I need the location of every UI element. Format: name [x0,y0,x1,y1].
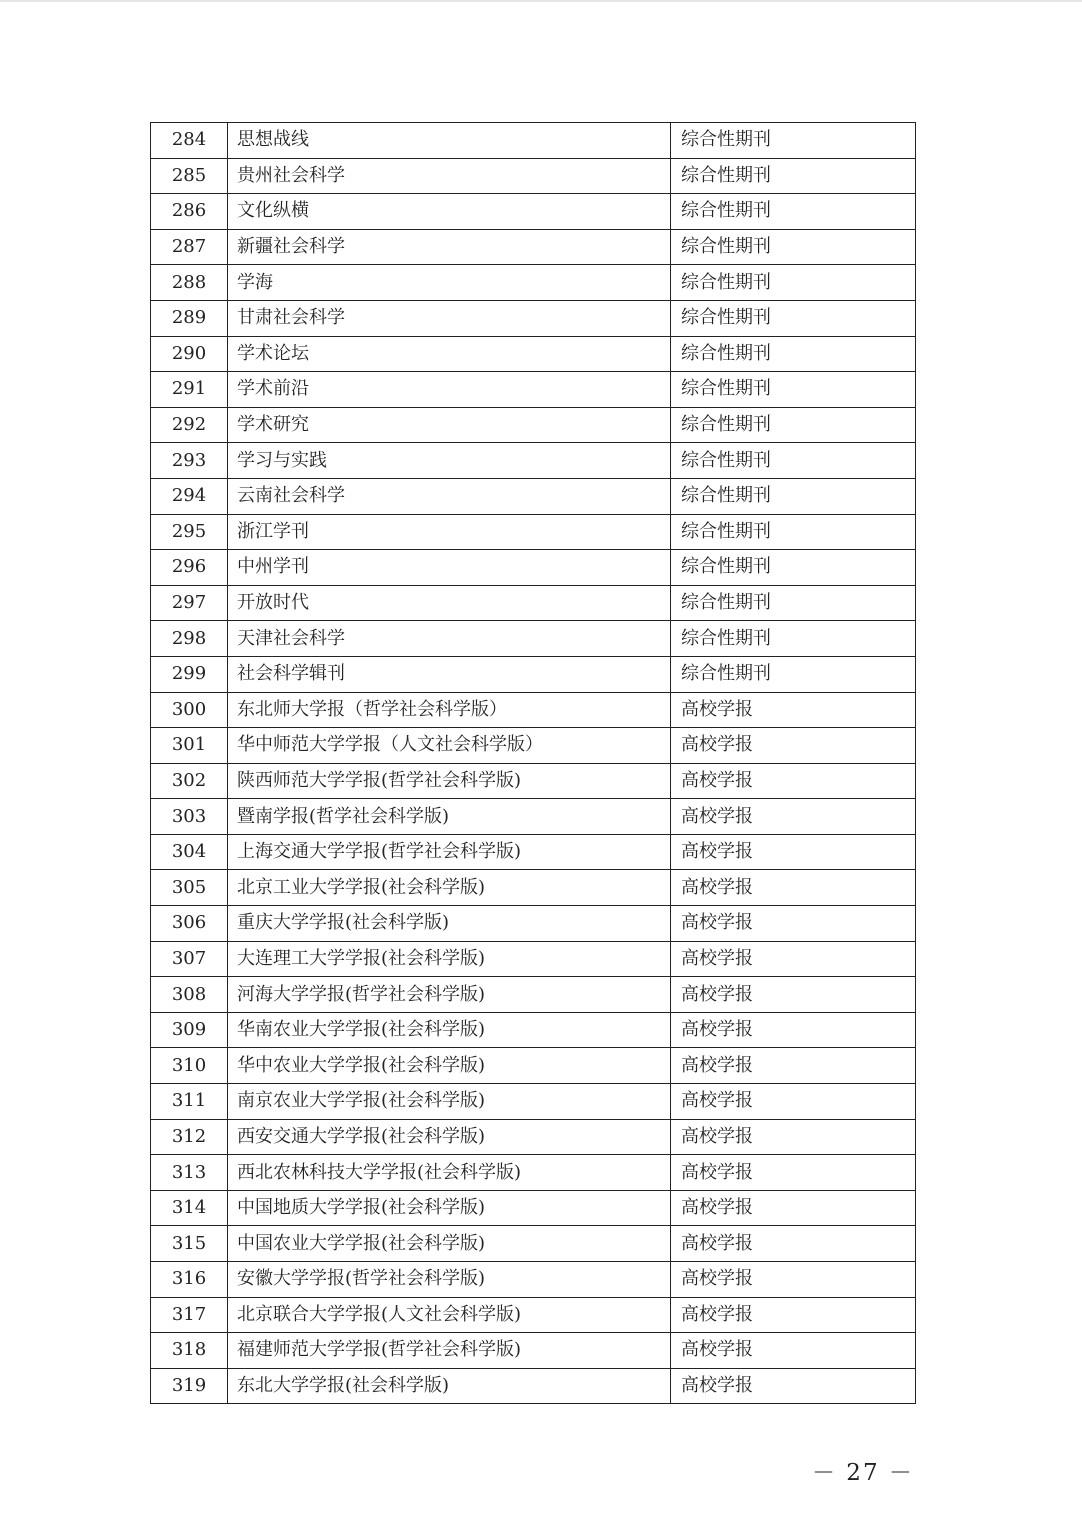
row-number: 300 [151,692,228,728]
journal-name: 学术论坛 [228,336,671,372]
row-number: 290 [151,336,228,372]
journal-category: 高校学报 [671,1226,916,1262]
row-number: 313 [151,1155,228,1191]
journal-name: 北京联合大学学报(人文社会科学版) [228,1297,671,1333]
journal-name: 大连理工大学学报(社会科学版) [228,941,671,977]
journal-category: 综合性期刊 [671,550,916,586]
row-number: 303 [151,799,228,835]
journal-category: 高校学报 [671,1155,916,1191]
row-number: 301 [151,728,228,764]
table-row [151,870,916,906]
journal-category: 综合性期刊 [671,407,916,443]
table-row [151,977,916,1013]
journal-category: 综合性期刊 [671,656,916,692]
table-row [151,799,916,835]
page-top-edge [0,0,1082,2]
journal-name: 东北大学学报(社会科学版) [228,1368,671,1404]
journal-name: 上海交通大学学报(哲学社会科学版) [228,834,671,870]
journal-name: 中州学刊 [228,550,671,586]
row-number: 314 [151,1190,228,1226]
table-row [151,372,916,408]
journal-name: 学术研究 [228,407,671,443]
journal-name: 开放时代 [228,585,671,621]
journal-name: 安徽大学学报(哲学社会科学版) [228,1262,671,1298]
journal-name: 陕西师范大学学报(哲学社会科学版) [228,763,671,799]
table-row [151,1226,916,1262]
journal-name: 北京工业大学学报(社会科学版) [228,870,671,906]
journal-name: 中国农业大学学报(社会科学版) [228,1226,671,1262]
row-number: 293 [151,443,228,479]
journal-category: 高校学报 [671,1190,916,1226]
journal-name: 学海 [228,265,671,301]
journal-name: 华中农业大学学报(社会科学版) [228,1048,671,1084]
row-number: 299 [151,656,228,692]
journal-category: 综合性期刊 [671,336,916,372]
table-row [151,906,916,942]
journal-name: 贵州社会科学 [228,158,671,194]
table-row [151,728,916,764]
journal-category: 综合性期刊 [671,265,916,301]
row-number: 309 [151,1012,228,1048]
journal-category: 高校学报 [671,1297,916,1333]
journal-category: 高校学报 [671,834,916,870]
table-row [151,336,916,372]
row-number: 305 [151,870,228,906]
row-number: 306 [151,906,228,942]
row-number: 311 [151,1084,228,1120]
table-row [151,514,916,550]
journal-name: 华南农业大学学报(社会科学版) [228,1012,671,1048]
journal-list-table [150,122,916,1404]
journal-category: 综合性期刊 [671,123,916,159]
table-row [151,158,916,194]
journal-category: 高校学报 [671,1368,916,1404]
row-number: 289 [151,300,228,336]
journal-category: 高校学报 [671,1119,916,1155]
row-number: 315 [151,1226,228,1262]
row-number: 318 [151,1333,228,1369]
journal-category: 综合性期刊 [671,158,916,194]
row-number: 295 [151,514,228,550]
table-row [151,123,916,159]
row-number: 292 [151,407,228,443]
journal-category: 高校学报 [671,1012,916,1048]
row-number: 312 [151,1119,228,1155]
row-number: 319 [151,1368,228,1404]
row-number: 294 [151,478,228,514]
journal-name: 学习与实践 [228,443,671,479]
journal-category: 高校学报 [671,941,916,977]
journal-name: 重庆大学学报(社会科学版) [228,906,671,942]
row-number: 286 [151,194,228,230]
row-number: 298 [151,621,228,657]
journal-name: 华中师范大学学报（人文社会科学版） [228,728,671,764]
journal-category: 高校学报 [671,870,916,906]
journal-name: 社会科学辑刊 [228,656,671,692]
table-row [151,443,916,479]
journal-category: 综合性期刊 [671,229,916,265]
table-row [151,265,916,301]
row-number: 287 [151,229,228,265]
row-number: 297 [151,585,228,621]
journal-category: 高校学报 [671,977,916,1013]
journal-name: 河海大学学报(哲学社会科学版) [228,977,671,1013]
row-number: 304 [151,834,228,870]
table-row [151,1262,916,1298]
journal-category: 高校学报 [671,692,916,728]
table-row [151,300,916,336]
row-number: 317 [151,1297,228,1333]
journal-name: 新疆社会科学 [228,229,671,265]
journal-category: 高校学报 [671,1084,916,1120]
table-row [151,1119,916,1155]
journal-name: 中国地质大学学报(社会科学版) [228,1190,671,1226]
table-row [151,1084,916,1120]
journal-name: 云南社会科学 [228,478,671,514]
table-row [151,478,916,514]
journal-table-body [151,123,916,1404]
journal-category: 综合性期刊 [671,621,916,657]
journal-name: 西安交通大学学报(社会科学版) [228,1119,671,1155]
row-number: 288 [151,265,228,301]
journal-category: 高校学报 [671,1048,916,1084]
journal-category: 综合性期刊 [671,478,916,514]
journal-name: 暨南学报(哲学社会科学版) [228,799,671,835]
journal-name: 南京农业大学学报(社会科学版) [228,1084,671,1120]
table-row [151,194,916,230]
table-row [151,941,916,977]
table-row [151,1190,916,1226]
table-row [151,229,916,265]
journal-name: 西北农林科技大学学报(社会科学版) [228,1155,671,1191]
table-row [151,834,916,870]
journal-category: 综合性期刊 [671,372,916,408]
row-number: 308 [151,977,228,1013]
table-row [151,550,916,586]
journal-name: 学术前沿 [228,372,671,408]
row-number: 302 [151,763,228,799]
journal-category: 高校学报 [671,1333,916,1369]
row-number: 307 [151,941,228,977]
row-number: 291 [151,372,228,408]
journal-category: 综合性期刊 [671,514,916,550]
row-number: 316 [151,1262,228,1298]
journal-category: 高校学报 [671,728,916,764]
journal-name: 浙江学刊 [228,514,671,550]
journal-category: 高校学报 [671,763,916,799]
journal-name: 文化纵横 [228,194,671,230]
journal-category: 综合性期刊 [671,443,916,479]
table-row [151,763,916,799]
journal-name: 思想战线 [228,123,671,159]
table-row [151,585,916,621]
row-number: 310 [151,1048,228,1084]
table-row [151,1368,916,1404]
journal-name: 东北师大学报（哲学社会科学版） [228,692,671,728]
journal-category: 高校学报 [671,799,916,835]
page-number: － 27 － [812,1460,914,1486]
table-row [151,1333,916,1369]
table-row [151,1048,916,1084]
table-row [151,1155,916,1191]
row-number: 284 [151,123,228,159]
row-number: 296 [151,550,228,586]
table-row [151,1012,916,1048]
journal-category: 高校学报 [671,1262,916,1298]
journal-category: 综合性期刊 [671,300,916,336]
table-row [151,407,916,443]
journal-name: 福建师范大学学报(哲学社会科学版) [228,1333,671,1369]
table-row [151,656,916,692]
journal-category: 高校学报 [671,906,916,942]
table-row [151,692,916,728]
table-row [151,1297,916,1333]
table-row [151,621,916,657]
journal-name: 甘肃社会科学 [228,300,671,336]
journal-category: 综合性期刊 [671,585,916,621]
journal-name: 天津社会科学 [228,621,671,657]
row-number: 285 [151,158,228,194]
journal-category: 综合性期刊 [671,194,916,230]
